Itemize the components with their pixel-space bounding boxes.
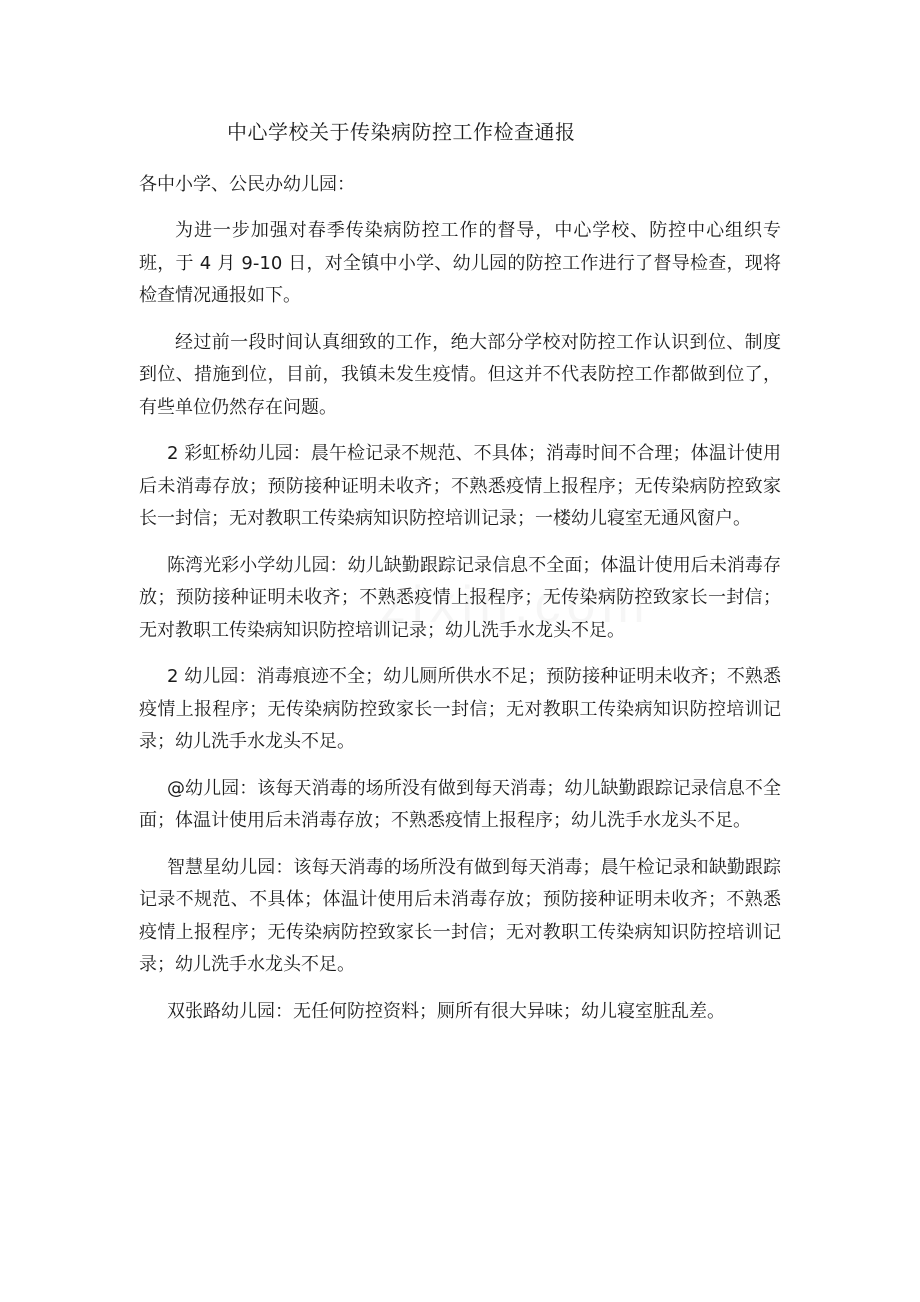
- paragraph-school-chenwan: 陈湾光彩小学幼儿园：幼儿缺勤跟踪记录信息不全面；体温计使用后未消毒存放；预防接种证明未收齐；不熟悉疫情上报程序；无传染病防控致家长一封信；无对教职工传染病知识防控培训记录；幼儿洗手水龙头不足。: [139, 554, 781, 641]
- salutation: 各中小学、公民办幼儿园：: [139, 174, 355, 195]
- paragraph-school-shuangzhang: 双张路幼儿园：无任何防控资料；厕所有很大异味；幼儿寝室脏乱差。: [167, 1000, 725, 1022]
- paragraph-intro: 为进一步加强对春季传染病防控工作的督导，中心学校、防控中心组织专班，于 4 月 9-10 日，对全镇中小学、幼儿园的防控工作进行了督导检查，现将检查情况通报如下。: [139, 220, 781, 306]
- paragraph-school-rainbow-bridge: 2 彩虹桥幼儿园：晨午检记录不规范、不具体；消毒时间不合理；体温计使用后未消毒存放；预防接种证明未收齐；不熟悉疫情上报程序；无传染病防控致家长一封信；无对教职工传染病知识防控培训记录；一楼幼儿寝室无通风窗户。: [139, 443, 781, 529]
- paragraph-school-at: @幼儿园：该每天消毒的场所没有做到每天消毒；幼儿缺勤跟踪记录信息不全面；体温计使用后未消毒存放；不熟悉疫情上报程序；幼儿洗手水龙头不足。: [139, 777, 781, 831]
- paragraph-summary: 经过前一段时间认真细致的工作，绝大部分学校对防控工作认识到位、制度到位、措施到位，目前，我镇未发生疫情。但这并不代表防控工作都做到位了，有些单位仍然存在问题。: [139, 331, 781, 418]
- paragraph-school-wisdom-star: 智慧星幼儿园：该每天消毒的场所没有做到每天消毒；晨午检记录和缺勤跟踪记录不规范、不具体；体温计使用后未消毒存放；预防接种证明未收齐；不熟悉疫情上报程序；无传染病防控致家长一封信；无对教职工传染病知识防控培训记录；幼儿洗手水龙头不足。: [139, 856, 781, 975]
- document-title: 中心学校关于传染病防控工作检查通报: [227, 120, 576, 144]
- document-body: [139, 117, 781, 1028]
- paragraph-school-2: 2 幼儿园：消毒痕迹不全；幼儿厕所供水不足；预防接种证明未收齐；不熟悉疫情上报程序；无传染病防控致家长一封信；无对教职工传染病知识防控培训记录；幼儿洗手水龙头不足。: [139, 666, 781, 752]
